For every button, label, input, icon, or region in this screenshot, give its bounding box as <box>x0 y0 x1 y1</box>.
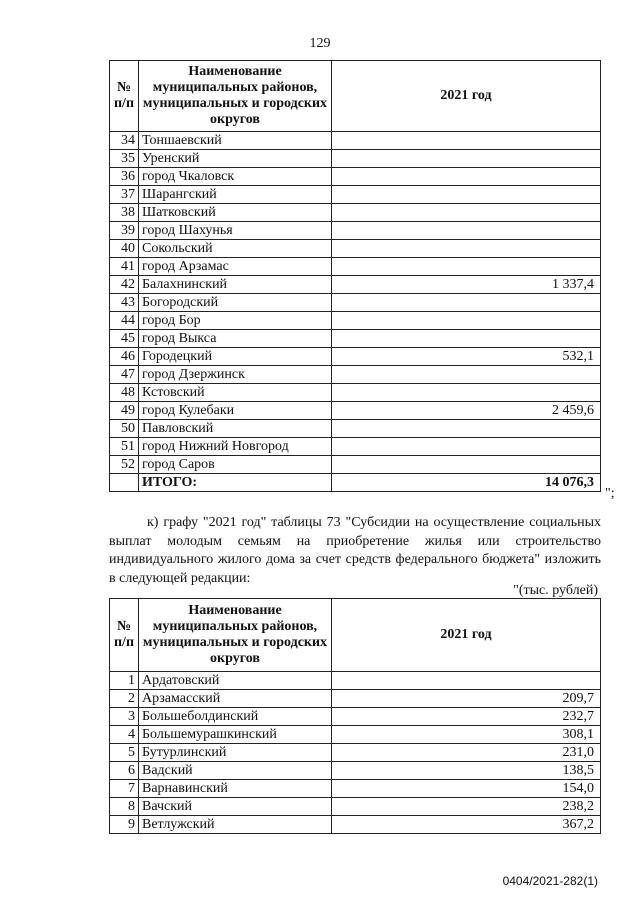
row-num: 40 <box>110 240 139 258</box>
row-name: Тоншаевский <box>139 132 332 150</box>
row-name: Вадский <box>139 762 332 780</box>
row-value <box>332 186 601 204</box>
table-row <box>110 402 601 420</box>
row-num: 38 <box>110 204 139 222</box>
row-name: Арзамасский <box>139 690 332 708</box>
table-subsidies-part2 <box>109 598 601 834</box>
table-row <box>110 258 601 276</box>
row-name: Балахнинский <box>139 276 332 294</box>
row-value: 232,7 <box>332 708 601 726</box>
row-name: город Саров <box>139 456 332 474</box>
row-name: Шарангский <box>139 186 332 204</box>
table-header-row <box>110 599 601 672</box>
row-num: 44 <box>110 312 139 330</box>
row-name: Бутурлинский <box>139 744 332 762</box>
row-num: 39 <box>110 222 139 240</box>
row-name: город Кулебаки <box>139 402 332 420</box>
row-num: 34 <box>110 132 139 150</box>
table-subsidies-part1 <box>109 60 601 492</box>
table-row <box>110 348 601 366</box>
row-name: Сокольский <box>139 240 332 258</box>
row-value <box>332 438 601 456</box>
row-num: 42 <box>110 276 139 294</box>
table-row <box>110 330 601 348</box>
row-value: 138,5 <box>332 762 601 780</box>
total-num <box>110 474 139 492</box>
header-year: 2021 год <box>332 599 601 672</box>
table-row <box>110 672 601 690</box>
table-row <box>110 744 601 762</box>
row-name: Большеболдинский <box>139 708 332 726</box>
closing-quote: "; <box>605 486 615 501</box>
table-row <box>110 240 601 258</box>
table-row <box>110 222 601 240</box>
row-name: Павловский <box>139 420 332 438</box>
row-value <box>332 420 601 438</box>
row-num: 37 <box>110 186 139 204</box>
table-row <box>110 204 601 222</box>
row-name: город Арзамас <box>139 258 332 276</box>
row-name: Ардатовский <box>139 672 332 690</box>
amendment-paragraph <box>109 514 601 588</box>
row-num: 2 <box>110 690 139 708</box>
row-num: 3 <box>110 708 139 726</box>
row-name: город Бор <box>139 312 332 330</box>
row-value <box>332 456 601 474</box>
table-row <box>110 312 601 330</box>
row-name: Кстовский <box>139 384 332 402</box>
row-value: 308,1 <box>332 726 601 744</box>
amendment-text: к) графу "2021 год" таблицы 73 "Субсидии на осуществление социальных выплат молодым семьям на приобретение жилья или строительство индивидуального жилого дома за счет средств федерального бюджета" изложить в следующей редакции: <box>109 515 601 586</box>
header-name: Наименование муниципальных районов, муниципальных и городских округов <box>139 599 332 672</box>
row-num: 4 <box>110 726 139 744</box>
table-row <box>110 708 601 726</box>
row-num: 1 <box>110 672 139 690</box>
row-value: 238,2 <box>332 798 601 816</box>
table-row <box>110 420 601 438</box>
row-num: 48 <box>110 384 139 402</box>
row-value <box>332 240 601 258</box>
row-name: Ветлужский <box>139 816 332 834</box>
row-num: 8 <box>110 798 139 816</box>
row-num: 7 <box>110 780 139 798</box>
row-value: 2 459,6 <box>332 402 601 420</box>
row-value <box>332 312 601 330</box>
row-value <box>332 168 601 186</box>
row-name: город Выкса <box>139 330 332 348</box>
row-num: 49 <box>110 402 139 420</box>
row-value <box>332 330 601 348</box>
row-name: город Шахунья <box>139 222 332 240</box>
row-num: 50 <box>110 420 139 438</box>
table-row <box>110 150 601 168</box>
table-row <box>110 186 601 204</box>
table-row <box>110 132 601 150</box>
row-value: 154,0 <box>332 780 601 798</box>
row-value: 532,1 <box>332 348 601 366</box>
table-row <box>110 726 601 744</box>
row-name: Богородский <box>139 294 332 312</box>
row-value <box>332 132 601 150</box>
header-num: № п/п <box>110 599 139 672</box>
row-num: 41 <box>110 258 139 276</box>
table-row <box>110 690 601 708</box>
row-name: город Дзержинск <box>139 366 332 384</box>
table-row <box>110 276 601 294</box>
table-row <box>110 384 601 402</box>
page-number: 129 <box>309 36 331 51</box>
table-row <box>110 366 601 384</box>
row-name: Варнавинский <box>139 780 332 798</box>
row-name: город Нижний Новгород <box>139 438 332 456</box>
row-num: 45 <box>110 330 139 348</box>
row-name: город Чкаловск <box>139 168 332 186</box>
row-name: Шатковский <box>139 204 332 222</box>
row-name: Городецкий <box>139 348 332 366</box>
row-name: Вачский <box>139 798 332 816</box>
table-row <box>110 294 601 312</box>
row-value <box>332 384 601 402</box>
total-row <box>110 474 601 492</box>
row-value <box>332 150 601 168</box>
table-row <box>110 780 601 798</box>
row-value: 231,0 <box>332 744 601 762</box>
row-num: 35 <box>110 150 139 168</box>
table-row <box>110 438 601 456</box>
header-year: 2021 год <box>332 61 601 132</box>
row-value <box>332 258 601 276</box>
row-value <box>332 222 601 240</box>
row-value: 367,2 <box>332 816 601 834</box>
total-label: ИТОГО: <box>139 474 332 492</box>
table-row <box>110 798 601 816</box>
row-num: 5 <box>110 744 139 762</box>
total-value: 14 076,3 <box>332 474 601 492</box>
unit-label: "(тыс. рублей) <box>513 583 598 598</box>
table-header-row <box>110 61 601 132</box>
header-name: Наименование муниципальных районов, муниципальных и городских округов <box>139 61 332 132</box>
header-num: № п/п <box>110 61 139 132</box>
table-row <box>110 816 601 834</box>
row-num: 47 <box>110 366 139 384</box>
row-value <box>332 366 601 384</box>
row-num: 52 <box>110 456 139 474</box>
row-value: 1 337,4 <box>332 276 601 294</box>
row-num: 9 <box>110 816 139 834</box>
row-value <box>332 672 601 690</box>
row-name: Уренский <box>139 150 332 168</box>
row-value: 209,7 <box>332 690 601 708</box>
row-num: 51 <box>110 438 139 456</box>
table-row <box>110 456 601 474</box>
row-num: 36 <box>110 168 139 186</box>
table-row <box>110 168 601 186</box>
row-value <box>332 294 601 312</box>
row-num: 43 <box>110 294 139 312</box>
row-name: Большемурашкинский <box>139 726 332 744</box>
table-row <box>110 762 601 780</box>
row-num: 6 <box>110 762 139 780</box>
row-value <box>332 204 601 222</box>
row-num: 46 <box>110 348 139 366</box>
document-code: 0404/2021-282(1) <box>502 874 598 888</box>
